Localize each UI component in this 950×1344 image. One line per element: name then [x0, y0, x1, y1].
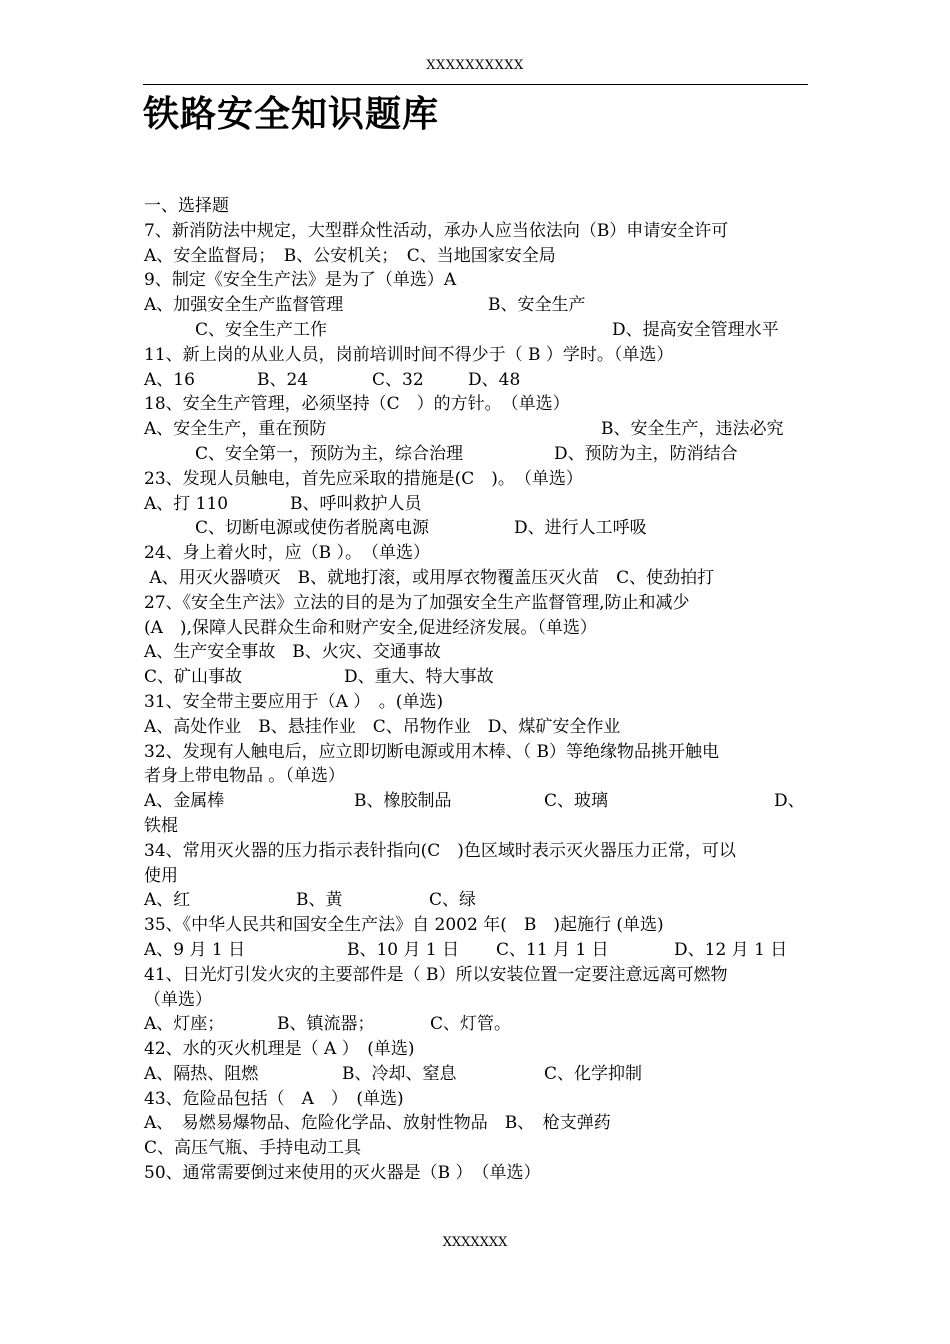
header-rule: [143, 84, 808, 85]
text-line: [144, 591, 809, 616]
text-segment: C、绿: [429, 890, 477, 911]
text-segment: 50、通常需要倒过来使用的灭火器是（B ） （单选）: [144, 1163, 541, 1184]
text-segment: 35、《中华人民共和国安全生产法》自 2002 年( B )起施行 (单选): [144, 915, 664, 936]
text-segment: A、金属棒: [144, 791, 225, 812]
text-line: [144, 293, 809, 318]
text-segment: D、: [774, 791, 805, 812]
text-segment: (A ),保障人民群众生命和财产安全,促进经济发展。（单选）: [144, 617, 597, 638]
text-segment: 41、日光灯引发火灾的主要部件是（ B）所以安装位置一定要注意远离可燃物: [144, 964, 728, 985]
text-segment: 11、新上岗的从业人员，岗前培训时间不得少于（ B ）学时。（单选）: [144, 344, 674, 365]
text-line: [144, 665, 809, 690]
text-segment: B、橡胶制品: [354, 791, 452, 812]
text-segment: A、隔热、阻燃: [144, 1063, 259, 1084]
text-segment: A、加强安全生产监督管理: [144, 295, 344, 316]
text-segment: B、24: [257, 369, 309, 390]
text-line: [144, 417, 809, 442]
text-segment: A、安全生产，重在预防: [144, 419, 327, 440]
text-line: [144, 467, 809, 492]
text-line: [144, 740, 809, 765]
text-line: [144, 541, 809, 566]
text-line: [144, 690, 809, 715]
text-line: [144, 888, 809, 913]
text-segment: D、12 月 1 日: [674, 939, 788, 960]
text-line: [144, 1111, 809, 1136]
text-segment: C、高压气瓶、手持电动工具: [144, 1138, 362, 1159]
text-segment: A、高处作业 B、悬挂作业 C、吊物作业 D、煤矿安全作业: [144, 716, 621, 737]
page-header: XXXXXXXXXX: [426, 58, 524, 73]
text-segment: A、 易燃易爆物品、危险化学品、放射性物品 B、 枪支弹药: [144, 1113, 611, 1134]
text-segment: （单选）: [144, 989, 212, 1010]
text-segment: C、玻璃: [544, 791, 609, 812]
text-line: [144, 913, 809, 938]
text-segment: A、9 月 1 日: [144, 939, 246, 960]
question-body: [144, 194, 809, 1186]
text-segment: 23、发现人员触电，首先应采取的措施是(C )。 （单选）: [144, 468, 583, 489]
text-segment: C、切断电源或使伤者脱离电源: [144, 518, 430, 539]
text-segment: D、重大、特大事故: [344, 667, 494, 688]
text-segment: A、用灭火器喷灭 B、就地打滚，或用厚衣物覆盖压灭火苗 C、使劲拍打: [144, 567, 715, 588]
text-segment: 43、危险品包括（ A ） (单选): [144, 1088, 404, 1109]
text-segment: C、32: [372, 369, 424, 390]
text-segment: A、红: [144, 890, 191, 911]
text-segment: 27、《安全生产法》立法的目的是为了加强安全生产监督管理,防止和减少: [144, 592, 690, 613]
text-line: [144, 938, 809, 963]
text-segment: C、化学抑制: [544, 1063, 643, 1084]
text-line: [144, 839, 809, 864]
text-line: [144, 318, 809, 343]
text-segment: 者身上带电物品 。（单选）: [144, 766, 345, 787]
text-segment: C、灯管。: [430, 1014, 512, 1035]
page-footer: XXXXXXX: [442, 1235, 508, 1250]
text-line: [144, 988, 809, 1013]
text-segment: 一、选择题: [144, 196, 229, 216]
text-line: [144, 715, 809, 740]
text-segment: A、生产安全事故 B、火灾、交通事故: [144, 642, 441, 663]
text-segment: B、安全生产: [488, 295, 586, 316]
text-segment: 使用: [144, 865, 178, 886]
text-line: [144, 566, 809, 591]
text-segment: B、呼叫救护人员: [290, 493, 422, 514]
text-line: [144, 343, 809, 368]
text-line: [144, 244, 809, 269]
text-segment: B、10 月 1 日: [347, 939, 460, 960]
text-line: [144, 1136, 809, 1161]
text-segment: A、16: [144, 369, 195, 390]
text-segment: A、安全监督局； B、公安机关； C、当地国家安全局: [144, 245, 556, 266]
text-line: [144, 442, 809, 467]
text-segment: D、48: [468, 369, 521, 390]
text-segment: B、安全生产，违法必究: [601, 419, 784, 440]
text-segment: 铁棍: [144, 815, 178, 836]
text-line: [144, 616, 809, 641]
text-segment: C、11 月 1 日: [496, 939, 609, 960]
text-segment: C、矿山事故: [144, 667, 243, 688]
text-line: [144, 1012, 809, 1037]
text-segment: 7、新消防法中规定，大型群众性活动，承办人应当依法向（B）申请安全许可: [144, 220, 729, 241]
text-line: [144, 219, 809, 244]
text-segment: A、打 110: [144, 493, 229, 514]
text-segment: 42、水的灭火机理是（ A ） (单选): [144, 1039, 415, 1060]
text-line: [144, 194, 809, 219]
text-segment: 32、发现有人触电后，应立即切断电源或用木棒、（ B）等绝缘物品挑开触电: [144, 741, 720, 762]
text-line: [144, 764, 809, 789]
text-segment: 18、安全生产管理，必须坚持（C ）的方针。 （单选）: [144, 394, 570, 415]
text-line: [144, 1062, 809, 1087]
text-line: [144, 392, 809, 417]
text-segment: 34、常用灭火器的压力指示表针指向(C )色区域时表示灭火器压力正常，可以: [144, 840, 736, 861]
text-line: [144, 789, 809, 814]
text-line: [144, 268, 809, 293]
text-line: [144, 516, 809, 541]
text-segment: C、安全第一，预防为主，综合治理: [144, 443, 464, 464]
text-line: [144, 814, 809, 839]
text-line: [144, 640, 809, 665]
text-line: [144, 1087, 809, 1112]
text-segment: D、提高安全管理水平: [612, 319, 779, 340]
text-line: [144, 963, 809, 988]
text-segment: 31、安全带主要应用于（A ） 。(单选): [144, 691, 444, 712]
text-segment: B、镇流器；: [277, 1014, 375, 1035]
text-segment: D、预防为主，防消结合: [554, 443, 738, 464]
text-segment: B、冷却、窒息: [342, 1063, 457, 1084]
text-segment: A、灯座；: [144, 1014, 225, 1035]
document-title: 铁路安全知识题库: [143, 94, 440, 135]
text-segment: 9、制定《安全生产法》是为了（单选）A: [144, 270, 457, 291]
text-line: [144, 368, 809, 393]
text-segment: B、黄: [296, 890, 343, 911]
text-line: [144, 1037, 809, 1062]
text-line: [144, 1161, 809, 1186]
text-segment: D、进行人工呼吸: [514, 518, 647, 539]
text-line: [144, 492, 809, 517]
text-segment: C、安全生产工作: [144, 319, 328, 340]
text-line: [144, 864, 809, 889]
text-segment: 24、身上着火时，应（B ）。 （单选）: [144, 543, 431, 564]
